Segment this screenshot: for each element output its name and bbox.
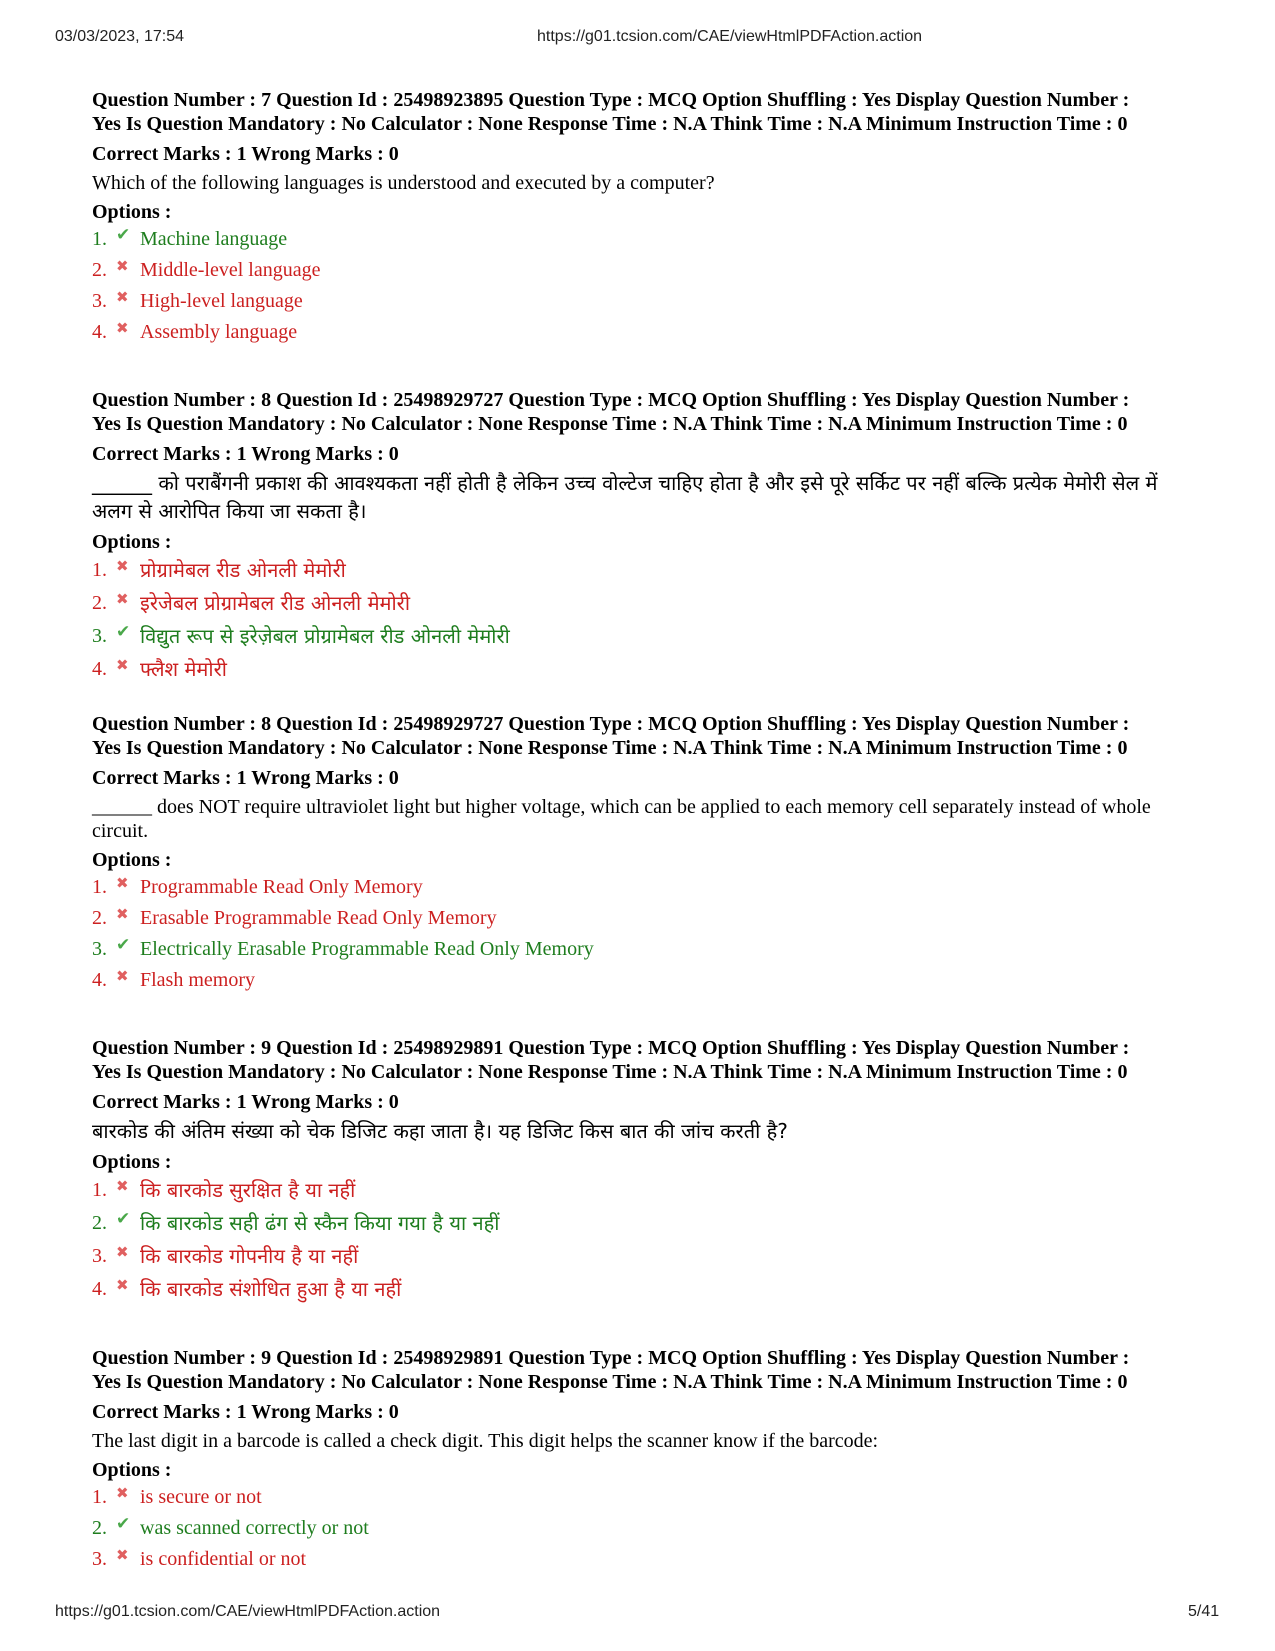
option-item: 1. ✔ Machine language [92, 224, 1202, 255]
cross-icon: ✖ [116, 319, 129, 337]
option-item: 4. ✖ Assembly language [92, 317, 1202, 348]
question-text: The last digit in a barcode is called a check digit. This digit helps the scanner know if the barcode: [92, 1430, 879, 1452]
question-block [92, 1036, 1202, 1306]
option-item: 2. ✔ कि बारकोड सही ढंग से स्कैन किया गया है या नहीं [92, 1207, 1202, 1240]
question-meta: Question Number : 9 Question Id : 25498929891 Question Type : MCQ Option Shuffling : Yes Display Question Number : Yes Is Question Mandatory : No Calculator : None Response Time : N.A Think Time : N.A Minimum Instruction Time : 0 [92, 1037, 1130, 1083]
options-label: Options : [92, 849, 172, 871]
check-icon: ✔ [116, 935, 131, 955]
footer-url: https://g01.tcsion.com/CAE/viewHtmlPDFAction.action [55, 1603, 441, 1620]
option-item: 3. ✖ कि बारकोड गोपनीय है या नहीं [92, 1240, 1202, 1273]
options-label: Options : [92, 201, 172, 223]
print-datetime: 03/03/2023, 17:54 [55, 28, 185, 45]
cross-icon: ✖ [116, 1484, 129, 1502]
question-marks: Correct Marks : 1 Wrong Marks : 0 [92, 1091, 399, 1113]
option-item: 2. ✔ was scanned correctly or not [92, 1513, 1202, 1544]
option-item: 4. ✖ कि बारकोड संशोधित हुआ है या नहीं [92, 1273, 1202, 1306]
cross-icon: ✖ [116, 874, 129, 892]
question-text: Which of the following languages is understood and executed by a computer? [92, 172, 715, 194]
cross-icon: ✖ [116, 557, 129, 575]
cross-icon: ✖ [116, 257, 129, 275]
options-label: Options : [92, 1151, 172, 1173]
check-icon: ✔ [116, 622, 131, 642]
question-meta: Question Number : 7 Question Id : 25498923895 Question Type : MCQ Option Shuffling : Yes Display Question Number : Yes Is Question Mandatory : No Calculator : None Response Time : N.A Think Time : N.A Minimum Instruction Time : 0 [92, 89, 1130, 135]
question-text: ______ does NOT require ultraviolet light but higher voltage, which can be applied to each memory cell separately instead of whole circuit. [92, 796, 1151, 842]
option-item: 1. ✖ is secure or not [92, 1482, 1202, 1513]
question-meta: Question Number : 8 Question Id : 25498929727 Question Type : MCQ Option Shuffling : Yes Display Question Number : Yes Is Question Mandatory : No Calculator : None Response Time : N.A Think Time : N.A Minimum Instruction Time : 0 [92, 713, 1130, 759]
check-icon: ✔ [116, 1209, 131, 1229]
question-marks: Correct Marks : 1 Wrong Marks : 0 [92, 443, 399, 465]
question-meta: Question Number : 9 Question Id : 25498929891 Question Type : MCQ Option Shuffling : Yes Display Question Number : Yes Is Question Mandatory : No Calculator : None Response Time : N.A Think Time : N.A Minimum Instruction Time : 0 [92, 1347, 1130, 1393]
cross-icon: ✖ [116, 656, 129, 674]
cross-icon: ✖ [116, 1546, 129, 1564]
option-item: 3. ✖ High-level language [92, 286, 1202, 317]
option-item: 2. ✖ Erasable Programmable Read Only Memory [92, 903, 1202, 934]
question-marks: Correct Marks : 1 Wrong Marks : 0 [92, 143, 399, 165]
print-url: https://g01.tcsion.com/CAE/viewHtmlPDFAction.action [537, 28, 923, 45]
cross-icon: ✖ [116, 967, 129, 985]
question-meta: Question Number : 8 Question Id : 25498929727 Question Type : MCQ Option Shuffling : Yes Display Question Number : Yes Is Question Mandatory : No Calculator : None Response Time : N.A Think Time : N.A Minimum Instruction Time : 0 [92, 389, 1130, 435]
option-item: 4. ✖ Flash memory [92, 965, 1202, 996]
cross-icon: ✖ [116, 590, 129, 608]
option-item: 4. ✖ फ्लैश मेमोरी [92, 653, 1202, 686]
question-block [92, 388, 1202, 686]
cross-icon: ✖ [116, 1276, 129, 1294]
question-marks: Correct Marks : 1 Wrong Marks : 0 [92, 1401, 399, 1423]
question-block [92, 712, 1202, 996]
cross-icon: ✖ [116, 1177, 129, 1195]
question-block [92, 88, 1202, 348]
option-item: 3. ✖ is confidential or not [92, 1544, 1202, 1575]
cross-icon: ✖ [116, 1243, 129, 1261]
question-marks: Correct Marks : 1 Wrong Marks : 0 [92, 767, 399, 789]
options-label: Options : [92, 531, 172, 553]
option-item: 1. ✖ प्रोग्रामेबल रीड ओनली मेमोरी [92, 554, 1202, 587]
option-item: 1. ✖ कि बारकोड सुरक्षित है या नहीं [92, 1174, 1202, 1207]
option-item: 2. ✖ Middle-level language [92, 255, 1202, 286]
cross-icon: ✖ [116, 905, 129, 923]
question-text: ______ को पराबैंगनी प्रकाश की आवश्यकता नहीं होती है लेकिन उच्च वोल्टेज चाहिए होता है और इसे पूरे सर्किट पर नहीं बल्कि प्रत्येक मेमोरी सेल में अलग से आरोपित किया जा सकता है। [92, 471, 1158, 523]
option-item: 1. ✖ Programmable Read Only Memory [92, 872, 1202, 903]
check-icon: ✔ [116, 225, 131, 245]
page-number: 5/41 [1188, 1603, 1220, 1620]
option-item: 3. ✔ विद्युत रूप से इरेज़ेबल प्रोग्रामेबल रीड ओनली मेमोरी [92, 620, 1202, 653]
option-item: 2. ✖ इरेजेबल प्रोग्रामेबल रीड ओनली मेमोरी [92, 587, 1202, 620]
cross-icon: ✖ [116, 288, 129, 306]
check-icon: ✔ [116, 1514, 131, 1534]
question-text: बारकोड की अंतिम संख्या को चेक डिजिट कहा जाता है। यह डिजिट किस बात की जांच करती है? [92, 1119, 788, 1143]
option-item: 3. ✔ Electrically Erasable Programmable Read Only Memory [92, 934, 1202, 965]
question-block [92, 1346, 1202, 1575]
options-label: Options : [92, 1459, 172, 1481]
